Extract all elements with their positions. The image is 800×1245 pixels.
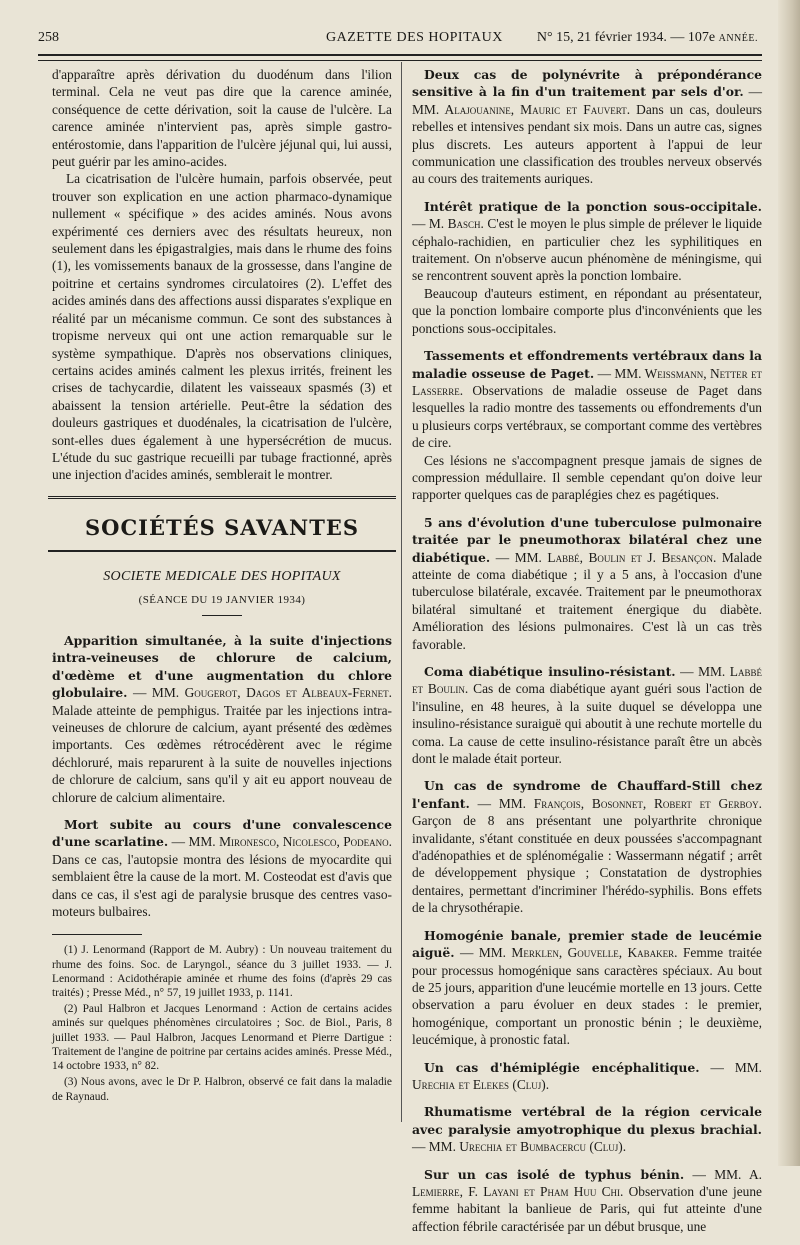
section-title: SOCIÉTÉS SAVANTES [85, 514, 359, 540]
report-body: Malade atteinte de coma diabétique ; il y a 5 ans, à l'occasion d'une tuberculose bilatérale, excavée. Traitement par le pneumothorax bilatéral simultané et traitement énergique du diabète. Amélioration des lésions pulmonaires. C'est là un cas très favorable. [412, 549, 762, 652]
report-body: C'est le moyen le plus simple de prélever le liquide céphalo-rachidien, en particulier chez les syphilitiques en traitement. On n'observe aucun phénomène de méningisme, qui se rencontrent souvent après la ponction lombaire. [412, 216, 762, 284]
section-rule [48, 496, 396, 505]
report-title: Deux cas de polynévrite à prépondérance sensitive à la fin d'un traitement par sels d'or. [412, 67, 762, 100]
report-entry: Mort subite au cours d'une convalescence d'une scarlatine. — MM. Mironesco, Nicolesco, Podeano. Dans ce cas, l'autopsie montra des lésions de myocardite qui semblaient être la cause de la mort. M. Costeodat est d'avis que dans ce cas, il s'est agi de paralysie brusque des centres vaso-moteurs bulbaires. [52, 817, 393, 920]
page-number: 258 [38, 30, 59, 45]
footnote: (1) J. Lenormand (Rapport de M. Aubry) : Un nouveau traitement du rhume des foins. Soc. de Laryngol., séance du 3 juillet 1933. — J. Lenormand : Acidothérapie aminée et rhume des foins (d'après 29 cas traités) ; Presse Méd., n° 57, 19 juillet 1933, p. 1141. [52, 944, 392, 1000]
footnote-rule [52, 934, 142, 935]
report-entry: Homogénie banale, premier stade de leucémie aiguë. — MM. Merklen, Gouvelle, Kabaker. Femme traitée pour processus homogénique sans caractères spéciaux. Au bout de 25 jours, apparition d'une leucémie mortelle en 13 jours. Cette observation a paru évoluer en deux stades : le premier, homogénique, comportant un pronostic bénin ; le deuxième, leucémique, à pronostic fatal. [412, 927, 762, 1048]
report-entry: Coma diabétique insulino-résistant. — MM. Labbé et Boulin. Cas de coma diabétique ayant guéri sous l'action de l'insuline, en 48 heures, à la suite duquel se développa une insulino-résistance suraiguë qui aboutit à une rechute mortelle du coma. La cause de cette insulino-résistance paraît être un abcès dont le malade était porteur. [412, 664, 762, 767]
report-authors: MM. Alajouanine, Mauric et Fauvert. [412, 101, 631, 117]
report-authors: MM. Labbé et Boulin. [412, 664, 762, 697]
report-entry: Un cas d'hémiplégie encéphalitique. — MM. Urechia et Elekes (Cluj). [412, 1059, 762, 1092]
issue-info [537, 30, 758, 46]
report-entry: Deux cas de polynévrite à prépondérance sensitive à la fin d'un traitement par sels d'or. — MM. Alajouanine, Mauric et Fauvert. Dans un cas, douleurs rebelles et intensives pendant six mois. Dans un autre cas, signes plus discrets. Les auteurs apportent à l'appui de leur communication une classification des troubles nerveux observés au cours des traitements auriques. [412, 67, 762, 187]
report-entry: Rhumatisme vertébral de la région cervicale avec paralysie amyotrophique du plexus brachial. — MM. Urechia et Bumbacercu (Cluj). [412, 1104, 762, 1155]
report-authors: MM. Weissmann, Netter et Lasserre. [412, 365, 762, 398]
report-body: Observations de maladie osseuse de Paget dans lesquelles la radio montre des tassements ou effondrements d'un u plusieurs corps vertébraux, se comportant comme des vertèbres de cire. [412, 382, 762, 451]
issue-date: N° 15, 21 février 1934. — 107e [536, 30, 716, 45]
report-title: Intérêt pratique de la ponction sous-occipitale. [424, 198, 762, 214]
report-entry: Intérêt pratique de la ponction sous-occipitale. — M. Basch. C'est le moyen le plus simple de prélever le liquide céphalo-rachidien, en particulier chez les syphilitiques en traitement. On n'observe aucun phénomène de méningisme, qui se rencontrent souvent après la ponction lombaire. [412, 198, 762, 284]
journal-title: GAZETTE DES HOPITAUX [326, 30, 503, 45]
header-rule [38, 54, 762, 61]
report-authors: MM. Labbé, Boulin et J. Besançon. [514, 549, 717, 565]
report-title: Rhumatisme vertébral de la région cervicale avec paralysie amyotrophique du plexus brachial. [412, 1104, 762, 1137]
report-body: Observation d'une jeune femme habitant la banlieue de Paris, qui fut atteinte d'une affection fébrile caractérisée par un début brusque, une [412, 1183, 762, 1234]
society-heading: SOCIETE MEDICALE DES HOPITAUX [103, 569, 341, 585]
report-authors: MM. Merklen, Gouvelle, Kabaker. [478, 945, 678, 961]
report-authors: MM. Mironesco, Nicolesco, Podeano. [188, 834, 393, 850]
page-edge-shadow [778, 0, 800, 1166]
report-title: Un cas d'hémiplégie encéphalitique. [424, 1059, 700, 1075]
section-rule [48, 550, 396, 552]
report-body: Dans un cas, douleurs rebelles et intensives pendant six mois. Dans un autre cas, signes plus discrets. Les auteurs apportent à l'appui de leur communication une classification des troubles nerveux observés au cours des traitements auriques. [412, 101, 762, 187]
report-entry: Sur un cas isolé de typhus bénin. — MM. A. Lemierre, F. Layani et Pham Huu Chi. Observation d'une jeune femme habitant la banlieue de Paris, qui fut atteinte d'une affection fébrile caractérisée par un début brusque, une [412, 1166, 762, 1234]
report-body: Garçon de 8 ans présentant une polyarthrite chronique invalidante, s'étant constituée en deux poussées s'accompagnant d'adénopathies et de splénomégalie : Wassermann négatif ; arrêt de développement physique ; Constatation de dystrophies dentaires, permettant d'incriminer l'hérédo-syphilis. Bons effets de la chrysothérapie. [412, 813, 762, 916]
report-authors: M. Basch. [428, 216, 484, 232]
report-entry: 5 ans d'évolution d'une tuberculose pulmonaire traitée par le pneumothorax bilatéral chez une diabétique. — MM. Labbé, Boulin et J. Besançon. Malade atteinte de coma diabétique ; il y a 5 ans, à l'occasion d'une tuberculose bilatérale, excavée. Traitement par le pneumothorax bilatéral simultané et traitement énergique du diabète. Amélioration des lésions pulmonaires. C'est là un cas très favorable. [412, 514, 762, 652]
report-body: Femme traitée pour processus homogénique sans caractères spéciaux. Au bout de 25 jours, apparition d'une leucémie mortelle en 13 jours. Cette observation a paru évoluer en deux stades : le premier, homogénique, comportant un pronostic bénin ; le deuxième, leucémique, à pronostic fatal. [412, 945, 762, 1048]
report-body: Malade atteinte de pemphigus. Traitée par les injections intra-veineuses de chlorure de calcium, ayant présenté des œdèmes importants. Ces œdèmes rétrocédèrent avec le régime déchloruré, mais reparurent à la suite de nouvelles injections de chlorure de calcium, sans qu'il y ait eu apport nouveau de chlorure de calcium alimentaire. [52, 702, 392, 805]
report-authors: MM. Urechia et Bumbacercu (Cluj). [428, 1139, 627, 1155]
report-body: Dans ce cas, l'autopsie montra des lésions de myocardite qui semblaient être la cause de la mort. M. Costeodat est d'avis que dans ce cas, il s'est agi de paralysie brusque des centres vaso-moteurs bulbaires. [52, 851, 392, 920]
report-title: Sur un cas isolé de typhus bénin. [424, 1166, 685, 1182]
report-title: Apparition simultanée, à la suite d'injections intra-veineuses de chlorure de calcium, d'œdème et d'une augmentation du chlore globulaire. [52, 632, 392, 701]
paragraph: La cicatrisation de l'ulcère humain, parfois observée, peut trouver son explication en une action pharmaco-dynamique nullement « spécifique » des acides aminés. Nous avons expérimenté ces derniers avec des résultats heureux, non seulement dans les épigastralgies, mais dans le rhume des foins (1), les vomissements banaux de la grossesse, dans l'angine de poitrine et certains syndromes circulatoires (2). L'effet des acides aminés dans des affections aussi disparates s'explique en réalité par un mécanisme commun. Ce sont des substances à tropisme nerveux qui ont une action remarquable sur le système sympathique. D'après nos observations cliniques, certains acides aminés calment les plexus irrités, freinent les crises de tachycardie, dilatent les vaisseaux spasmés (3) et abaissent la tension artérielle. Peut-être la sédation des douleurs gastriques et duodénales, la cicatrisation de l'ulcère, sont-elles dues également à une hypersécrétion de mucus. L'étude du suc gastrique recueilli par tubage fractionné, après une injection d'acides aminés, semblerait le montrer. [52, 171, 392, 483]
report-title: Mort subite au cours d'une convalescence d'une scarlatine. [52, 817, 392, 850]
report-title: Tassements et effondrements vertébraux dans la maladie osseuse de Paget. [412, 348, 762, 381]
report-authors: MM. Gougerot, Dagos et Albeaux-Fernet. [151, 685, 392, 701]
session-date: (SÉANCE DU 19 JANVIER 1934) [138, 593, 306, 606]
report-authors: MM. A. Lemierre, F. Layani et Pham Huu Chi. [412, 1166, 762, 1199]
report-entry: Tassements et effondrements vertébraux dans la maladie osseuse de Paget. — MM. Weissmann, Netter et Lasserre. Observations de maladie osseuse de Paget dans lesquelles la radio montre des tassements ou effondrements d'un u plusieurs corps vertébraux, se comportant comme des vertèbres de cire. [412, 348, 762, 451]
report-authors: MM. François, Bosonnet, Robert et Gerboy. [498, 795, 762, 811]
column-divider [401, 62, 402, 1122]
report-entry: Apparition simultanée, à la suite d'injections intra-veineuses de chlorure de calcium, d'œdème et d'une augmentation du chlore globulaire. — MM. Gougerot, Dagos et Albeaux-Fernet. Malade atteinte de pemphigus. Traitée par les injections intra-veineuses de chlorure de calcium, ayant présenté des œdèmes importants. Ces œdèmes rétrocédèrent avec le régime déchloruré, mais reparurent à la suite de nouvelles injections de chlorure de calcium, sans qu'il y ait eu apport nouveau de chlorure de calcium alimentaire. [52, 632, 392, 805]
report-title: Homogénie banale, premier stade de leucémie aiguë. [412, 927, 762, 961]
report-title: Coma diabétique insulino-résistant. [424, 664, 676, 679]
report-paragraph: Ces lésions ne s'accompagnent presque jamais de signes de compression médullaire. Il semble cependant qu'on doive leur rapporter quelques cas de paraplégies chez es pagétiques. [412, 452, 762, 503]
report-paragraph: Beaucoup d'auteurs estiment, en répondant au présentateur, que la ponction lombaire comporte plus d'inconvénients que les ponctions sous-occipitales. [412, 285, 762, 336]
report-authors: MM. Urechia et Elekes (Cluj). [412, 1059, 762, 1092]
footnote: (2) Paul Halbron et Jacques Lenormand : Action de certains acides aminés sur quelques phénomènes circulatoires ; Soc. de Biol., Paris, 8 juillet 1933. — Paul Halbron, Jacques Lenormand et Pierre Dartigue : Traitement de l'angine de poitrine par certains acides aminés. Presse Méd., 14 octobre 1933, n° 82. [52, 1003, 392, 1073]
short-rule [202, 615, 242, 616]
footnote: (3) Nous avons, avec le Dr P. Halbron, observé ce fait dans la maladie de Raynaud. [52, 1076, 392, 1103]
report-title: 5 ans d'évolution d'une tuberculose pulmonaire traitée par le pneumothorax bilatéral chez une diabétique. [412, 514, 762, 565]
running-header [38, 30, 758, 54]
report-title: Un cas de syndrome de Chauffard-Still chez l'enfant. [412, 778, 762, 811]
issue-suffix: ANNÉE. [718, 33, 758, 44]
report-entry: Un cas de syndrome de Chauffard-Still chez l'enfant. — MM. François, Bosonnet, Robert et Gerboy. Garçon de 8 ans présentant une polyarthrite chronique invalidante, s'étant constituée en deux poussées s'accompagnant d'adénopathies et de splénomégalie : Wassermann négatif ; arrêt de développement physique ; Constatation de dystrophies dentaires, permettant d'incriminer l'hérédo-syphilis. Bons effets de la chrysothérapie. [412, 778, 762, 916]
right-column [412, 66, 762, 1245]
paragraph: d'apparaître après dérivation du duodénum dans l'ilion terminal. Cela ne veut pas dire que la carence aminée, conséquence de cette dérivation, soit la cause de l'ulcère. La carence aminée n'intervient pas, après simple gastro-entérostomie, dans l'apparition de l'ulcère jéjunal qui, lui aussi, peut guérir par les amino-acides. [52, 67, 392, 170]
report-body: Cas de coma diabétique ayant guéri sous l'action de l'insuline, en 48 heures, à la suite duquel se développa une insulino-résistance suraiguë qui aboutit à une rechute mortelle du coma. La cause de cette insulino-résistance paraît être un abcès dont le malade était porteur. [412, 681, 762, 767]
left-column [52, 66, 392, 1106]
